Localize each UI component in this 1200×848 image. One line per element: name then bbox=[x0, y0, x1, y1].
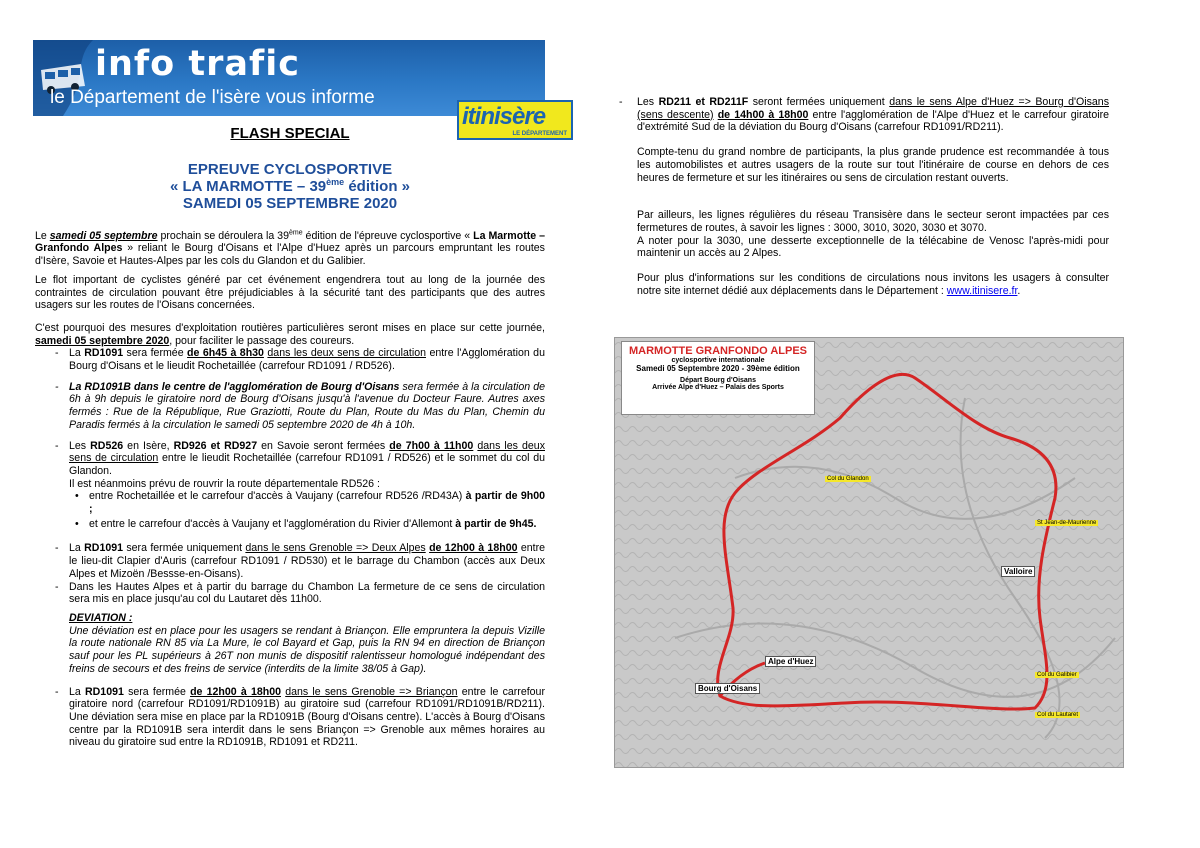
paragraph-caution: Compte-tenu du grand nombre de participants, la plus grande prudence est recommandée à tous les automobilistes et autres usagers de la route sur tout l'itinéraire de course en dehors de ces heures de fermeture et sur les itinéraires ou sens de circulation restant ouverts. bbox=[637, 146, 1109, 184]
map-label-valloire: Valloire bbox=[1001, 566, 1035, 577]
map-legend: MARMOTTE GRANFONDO ALPES cyclosportive internationale Samedi 05 Septembre 2020 - 39ème édition Départ Bourg d'Oisans Arrivée Alpe d'Huez – Palais des Sports bbox=[621, 341, 815, 415]
map-label-glandon: Col du Glandon bbox=[827, 476, 869, 482]
list-item: - La RD1091 sera fermée uniquement dans le sens Grenoble => Deux Alpes de 12h00 à 18h00 entre le lieu-dit Clapier d'Auris (carrefour RD1091 / RD530) et le barrage du Chambon (accès aux Deux Alpes et Mizoën /Bessse-en-Oisans). bbox=[55, 542, 545, 580]
deviation-block: DEVIATION : Une déviation est en place pour les usagers se rendant à Briançon. Elle empruntera la depuis Vizille la route nationale RN 85 via La Mure, le col Bayard et Gap, puis la RN 94 en direction de Briançon sauf pour les PL supérieurs à 26T non munis de dispositif ralentisseur homologué indépendant des freins de secours et des freins de service (interdits de la limite 38/05 à Gap). bbox=[69, 611, 545, 675]
paragraph-measures: C'est pourquoi des mesures d'exploitation routières particulières seront mises en place sur cette journée, samedi 05 septembre 2020, pour faciliter le passage des coureurs. bbox=[35, 321, 545, 347]
route-map bbox=[614, 337, 1124, 768]
paragraph-flow: Le flot important de cyclistes généré par cet événement engendrera tout au long de la journée des contraintes de circulation pouvant être préjudiciables à la sécurité tant des participants que des autres usagers sur les routes de l'Oisans concernées. bbox=[35, 273, 545, 312]
intro-paragraph: Le samedi 05 septembre prochain se déroulera la 39ème édition de l'épreuve cyclosportive « La Marmotte – Granfondo Alpes » reliant le Bourg d'Oisans et l'Alpe d'Huez après un parcours empruntant les routes d'Isère, Savoie et Hautes-Alpes par les cols du Glandon et du Galibier. bbox=[35, 229, 545, 268]
event-title: EPREUVE CYCLOSPORTIVE « LA MARMOTTE – 39ème édition » SAMEDI 05 SEPTEMBRE 2020 bbox=[170, 160, 410, 212]
header-subtitle: le Département de l'isère vous informe bbox=[50, 87, 375, 108]
map-label-galibier: Col du Galibier bbox=[1037, 672, 1077, 678]
header-title: info trafic bbox=[95, 44, 300, 84]
map-label-lautaret: Col du Lautaret bbox=[1037, 712, 1079, 718]
paragraph-transisere: Par ailleurs, les lignes régulières du réseau Transisère dans le secteur seront impactées par ces fermetures de routes, à savoir les lignes : 3000, 3010, 3020, 3030 et 3070. bbox=[637, 209, 1109, 234]
list-item: - Dans les Hautes Alpes et à partir du barrage du Chambon La fermeture de ce sens de circulation sera mis en place jusqu'au col du Lautaret dès 11h00. bbox=[55, 580, 545, 606]
map-label-alpe: Alpe d'Huez bbox=[765, 656, 816, 667]
list-item: • et entre le carrefour d'accès à Vaujany et l'agglomération du Rivier d'Allemont à partir de 9h45. bbox=[75, 517, 537, 530]
list-item: - La RD1091B dans le centre de l'agglomération de Bourg d'Oisans sera fermée à la circulation de 6h à 9h depuis le giratoire nord de Bourg d'Oisans jusqu'à l'avenue du Docteur Faure. Autres axes fermés : Rue de la République, Rue Graziotti, Route du Plan, Route du Mas du Plan, Chemin du Paradis fermés à la circulation le samedi 05 septembre 2020 de 4h à 10h. bbox=[55, 380, 545, 431]
left-column bbox=[35, 125, 545, 749]
map-label-bourg: Bourg d'Oisans bbox=[695, 683, 760, 694]
itinisere-logo: itinisère LE DÉPARTEMENT bbox=[457, 100, 573, 140]
list-item: - La RD1091 sera fermée de 12h00 à 18h00 dans le sens Grenoble => Briançon entre le carrefour giratoire nord (carrefour RD1091/RD1091B) au giratoire sud (carrefour RD1091/RD1091B/RD211). Une déviation sera mise en place par la RD1091B (Bourg d'Oisans centre). L'accès à Bourg d'Oisans centre par la RD1091B sera interdit dans le sens Briançon => Grenoble aux mêmes horaires au niveau du giratoire sud entre la RD1091B, RD1091 et RD211. bbox=[55, 685, 545, 749]
list-item: - Les RD526 en Isère, RD926 et RD927 en Savoie seront fermées de 7h00 à 11h00 dans les deux sens de circulation entre le lieudit Rochetaillée (carrefour RD1091 / RD526) et le sommet du col du Glandon. Il est néanmoins prévu de rouvrir la route départementale RD526 : bbox=[55, 439, 545, 490]
map-label-stjean: St Jean-de-Maurienne bbox=[1037, 520, 1097, 526]
list-item: - La RD1091 sera fermée de 6h45 à 8h30 dans les deux sens de circulation entre l'Agglomération du Bourg d'Oisans et le lieudit Rochetaillée (carrefour RD1091 / RD526). bbox=[55, 347, 545, 373]
right-column bbox=[619, 96, 1109, 297]
paragraph-3030: A noter pour la 3030, une desserte exceptionnelle de la télécabine de Venosc l'après-midi pour maintenir un accès au 2 Alpes. bbox=[637, 234, 1109, 260]
flash-title: FLASH SPECIAL bbox=[230, 125, 350, 142]
itinisere-link[interactable]: www.itinisere.fr bbox=[946, 284, 1018, 297]
list-item: - Les RD211 et RD211F seront fermées uniquement dans le sens Alpe d'Huez => Bourg d'Oisans (sens descente) de 14h00 à 18h00 entre l'agglomération de l'Alpe d'Huez et le carrefour giratoire d'extrémité Sud de la déviation du Bourg d'Oisans (carrefour RD1091/RD211). bbox=[619, 96, 1109, 134]
list-item: • entre Rochetaillée et le carrefour d'accès à Vaujany (carrefour RD526 /RD43A) à partir de 9h00 ; bbox=[75, 490, 545, 516]
paragraph-info: Pour plus d'informations sur les conditions de circulations nous invitons les usagers à consulter notre site internet dédié aux déplacements dans le Département : www.itinisere.fr. bbox=[637, 272, 1109, 297]
